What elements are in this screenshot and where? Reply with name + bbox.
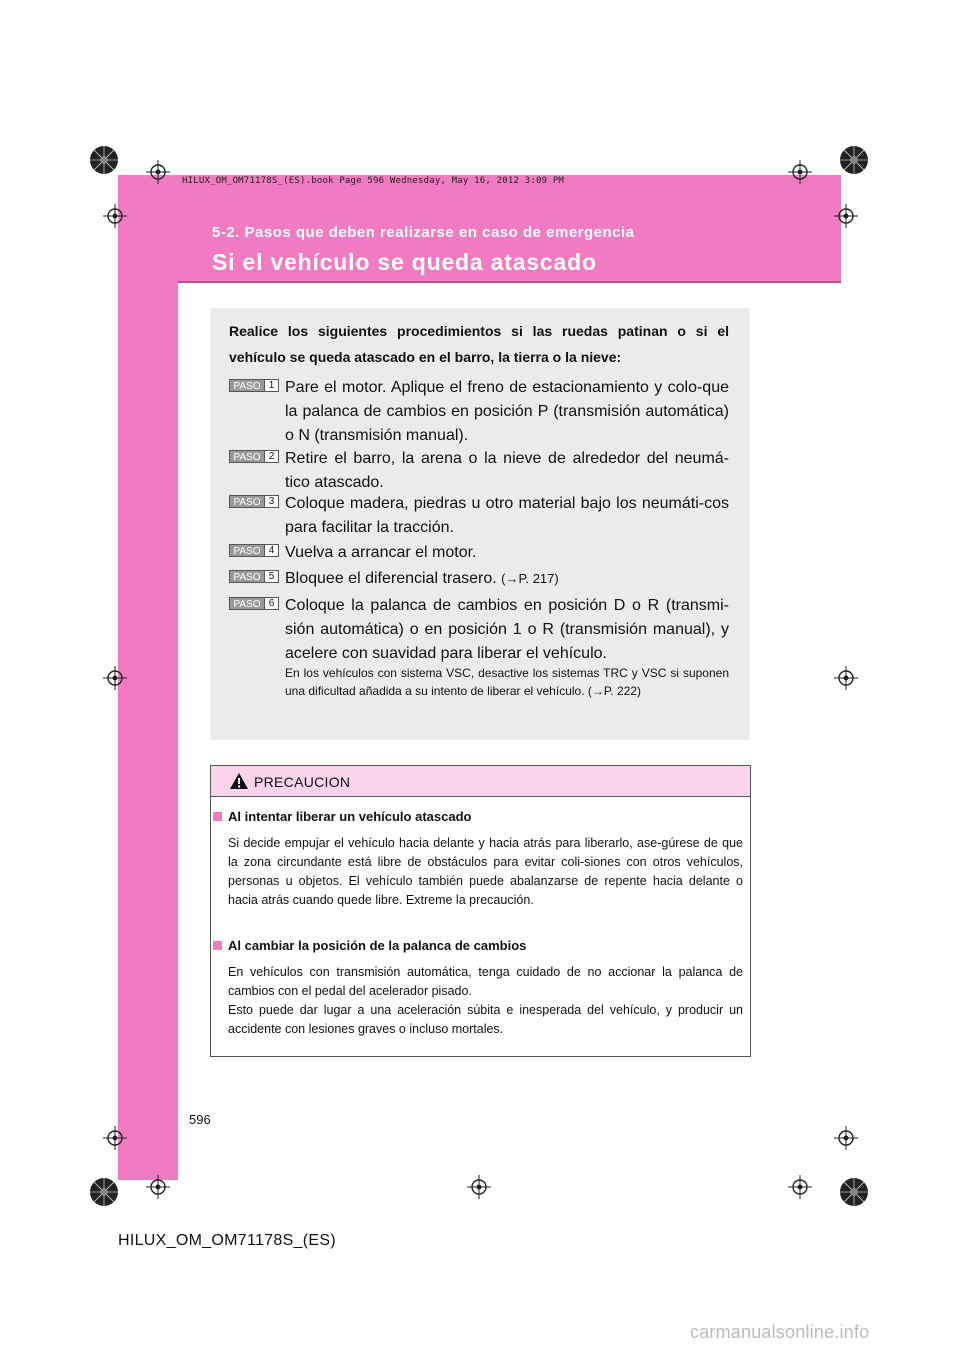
step-text: Pare el motor. Aplique el freno de estacionamiento y colo-que la palanca de cambios en posición P (transmisión automática) o N (transmisión manual). [285, 379, 729, 444]
bullet-square-icon [213, 812, 222, 821]
step-badge-number: 1 [265, 379, 279, 392]
footer-code: HILUX_OM_OM71178S_(ES) [118, 1232, 336, 1249]
step-text: Retire el barro, la arena o la nieve de alrededor del neumá-tico atascado. [285, 450, 729, 491]
step-badge [229, 597, 279, 610]
crosshair-mark [146, 160, 170, 184]
crosshair-mark [103, 204, 127, 228]
header-rule [178, 281, 841, 283]
crosshair-mark [788, 160, 812, 184]
caution-title: PRECAUCION [254, 774, 351, 790]
crosshair-mark [788, 1175, 812, 1199]
step-badge-number: 6 [265, 597, 279, 610]
print-rosette-mark [84, 1172, 124, 1212]
step-badge-word: PASO [229, 379, 265, 392]
step-text [285, 567, 729, 591]
crosshair-mark [146, 1175, 170, 1199]
crosshair-mark [467, 1175, 491, 1199]
caution-box [210, 765, 751, 1057]
caution-paragraph: Esto puede dar lugar a una aceleración súbita e inesperada del vehículo, y producir un accidente con lesiones graves o incluso mortales. [228, 1003, 743, 1036]
caution-paragraph: En vehículos con transmisión automática, tenga cuidado de no accionar la palanca de cambios con el pedal del acelerador pisado. [228, 965, 743, 998]
crosshair-mark [834, 204, 858, 228]
step-badge [229, 544, 279, 557]
step-badge-word: PASO [229, 450, 265, 463]
caution-heading: Al cambiar la posición de la palanca de cambios [228, 938, 527, 953]
page-reference-link[interactable]: (→P. 217) [501, 571, 559, 586]
bullet-square-icon [213, 941, 222, 950]
caution-heading: Al intentar liberar un vehículo atascado [228, 809, 472, 824]
page-title: Si el vehículo se queda atascado [212, 249, 597, 275]
caution-header [211, 766, 750, 797]
step-badge-number: 4 [265, 544, 279, 557]
crosshair-mark [103, 666, 127, 690]
step-badge [229, 450, 279, 463]
step-badge-word: PASO [229, 570, 265, 583]
side-tab-band [118, 175, 178, 1180]
crosshair-mark [834, 1126, 858, 1150]
caution-paragraph: Si decide empujar el vehículo hacia delante y hacia atrás para liberarlo, ase-gúrese de que la zona circundante está libre de obstáculos para evitar coli-siones con otros vehículos, personas u objetos. El vehículo también puede abalanzarse de repente hacia delante o hacia atrás cuando quede libre. Extreme la precaución. [228, 836, 743, 907]
crosshair-mark [103, 1126, 127, 1150]
step-text: Coloque madera, piedras u otro material bajo los neumáti-cos para facilitar la tracción. [285, 495, 729, 536]
print-rosette-mark [834, 140, 874, 180]
step-badge-word: PASO [229, 544, 265, 557]
step-badge-number: 3 [265, 495, 279, 508]
crosshair-mark [834, 666, 858, 690]
step-badge-number: 5 [265, 570, 279, 583]
page-number: 596 [189, 1112, 211, 1127]
section-label: 5-2. Pasos que deben realizarse en caso de emergencia [212, 224, 635, 241]
procedure-note: En los vehículos con sistema VSC, desactive los sistemas TRC y VSC si suponen una dificultad añadida a su intento de liberar el vehículo. (→P. 222) [285, 666, 729, 698]
procedure-intro: Realice los siguientes procedimientos si las ruedas patinan o si el vehículo se queda atascado en el barro, la tierra o la nieve: [229, 323, 729, 365]
step-badge-word: PASO [229, 597, 265, 610]
book-info: HILUX_OM_OM71178S_(ES).book Page 596 Wednesday, May 16, 2012 3:09 PM [182, 176, 565, 186]
step-badge-number: 2 [265, 450, 279, 463]
print-rosette-mark [84, 140, 124, 180]
step-badge [229, 570, 279, 583]
step-text: Coloque la palanca de cambios en posición D o R (transmi-sión automática) o en posición 1 o R (transmisión manual), y acelere con suavidad para liberar el vehículo. [285, 597, 729, 662]
step-text: Vuelva a arrancar el motor. [285, 544, 477, 561]
step-text-main: Bloquee el diferencial trasero. [285, 570, 497, 587]
step-badge [229, 379, 279, 392]
print-rosette-mark [834, 1172, 874, 1212]
step-badge-word: PASO [229, 495, 265, 508]
step-badge [229, 495, 279, 508]
warning-triangle-icon [229, 772, 249, 790]
watermark: carmanualsonline.info [690, 1322, 870, 1342]
